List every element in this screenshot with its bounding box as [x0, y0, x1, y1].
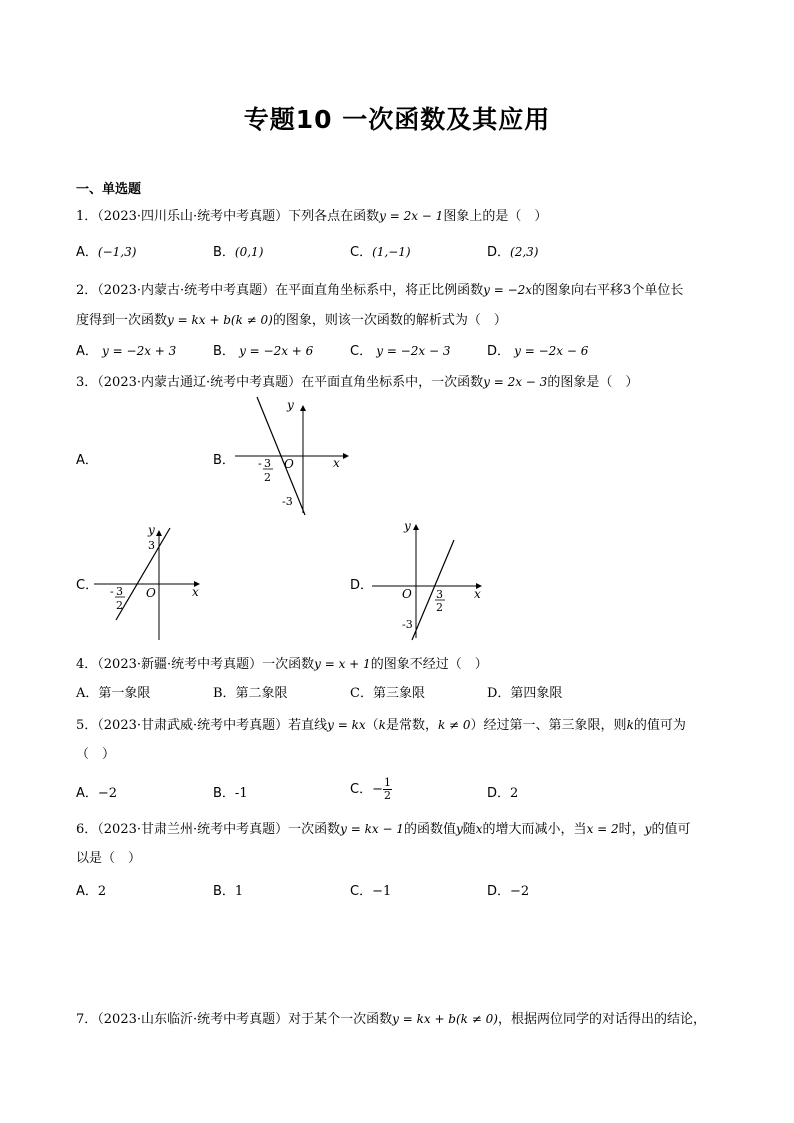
option-value: y = −2x + 6 [239, 344, 314, 358]
q4-stem-tail: 的图象不经过（ ） [370, 657, 488, 672]
option-label: C． [350, 245, 373, 260]
origin-label: O [284, 457, 294, 471]
q6-option-b[interactable] [213, 883, 243, 901]
question-5-stem-line2: （ ） [76, 747, 116, 762]
q1-stem-text: 1．（2023·四川乐山·统考中考真题）下列各点在函数 [76, 209, 380, 224]
q2-option-d[interactable] [487, 342, 588, 361]
option-value: y = −2x + 3 [102, 344, 177, 358]
question-3-stem [76, 373, 638, 392]
q6-y-symbol: y [455, 822, 463, 836]
x-intercept-sign: - [110, 585, 114, 598]
option-value: 2 [97, 884, 107, 899]
q5-expression: y = kx [327, 718, 366, 732]
q5-k-condition: k ≠ 0 [437, 718, 471, 732]
fraction-denominator: 2 [383, 789, 391, 802]
q3-stem-tail: 的图象是（ ） [547, 375, 639, 390]
q2-option-a[interactable] [76, 342, 176, 361]
option-label: B． [213, 344, 235, 359]
q4-option-d[interactable] [487, 685, 562, 703]
q2-option-b[interactable] [213, 342, 313, 361]
q7-expression: y = kx + b(k ≠ 0) [392, 1012, 498, 1026]
option-label: D． [487, 245, 511, 260]
x-label: x [192, 585, 199, 599]
q4-option-c[interactable] [350, 685, 425, 703]
q2-expression-b: y = kx + b(k ≠ 0) [167, 313, 273, 327]
option-value: −1 [372, 884, 392, 899]
x-label: x [474, 587, 481, 601]
y-label: y [148, 523, 155, 537]
origin-label: O [146, 586, 156, 600]
section-heading: 一、单选题 [76, 182, 142, 197]
y-intercept-label: 3 [148, 539, 155, 552]
x-intercept-sign: - [258, 457, 262, 470]
option-label: A． [76, 884, 98, 899]
q6-stem-f: 的值可 [651, 822, 691, 837]
function-line [412, 540, 454, 640]
q1-stem-tail: 图象上的是（ ） [443, 209, 548, 224]
q5-option-a[interactable] [76, 785, 117, 803]
q5-stem-e: 的值可为 [633, 718, 686, 733]
q1-option-c[interactable] [350, 243, 411, 262]
q5-stem-b: （ [365, 718, 379, 733]
q3-expression: y = 2x − 3 [483, 375, 548, 389]
q4-stem-text: 4．（2023·新疆·统考中考真题）一次函数 [76, 657, 315, 672]
q6-stem-d: 的增大而减小，当 [482, 822, 587, 837]
q6-stem-e: 时， [618, 822, 645, 837]
option-value: (−1,3) [97, 245, 137, 259]
fraction-numerator: 1 [383, 776, 391, 789]
q6-stem-c: 随 [462, 822, 476, 837]
option-value: 2 [510, 786, 519, 801]
x-intercept-numerator: 3 [436, 588, 443, 601]
q5-stem-d: ）经过第一、第三象限，则 [470, 718, 627, 733]
q6-y-symbol-2: y [644, 822, 652, 836]
option-label: C． [76, 578, 99, 593]
option-value: (1,−1) [372, 245, 411, 259]
q2-expression-a: y = −2x [483, 283, 533, 297]
option-label: B． [213, 884, 235, 899]
x-arrow-icon [343, 453, 349, 459]
q7-stem-b: ，根据两位同学的对话得出的结论， [497, 1012, 706, 1027]
x-intercept-numerator: 3 [264, 457, 271, 470]
q3-graph-c[interactable] [90, 520, 210, 645]
option-value: y = −2x − 6 [514, 344, 589, 358]
x-label: x [333, 456, 340, 470]
q7-stem-a: 7．（2023·山东临沂·统考中考真题）对于某个一次函数 [76, 1012, 393, 1027]
page-title: 专题10 一次函数及其应用 [243, 105, 551, 134]
option-value: −2 [97, 786, 118, 801]
y-label: y [404, 519, 411, 533]
q6-x-symbol: x [475, 822, 483, 836]
x-intercept-numerator: 3 [116, 585, 123, 598]
option-label: A． [76, 786, 98, 801]
y-intercept-label: -3 [282, 495, 293, 508]
option-text: A．第一象限 [76, 686, 151, 701]
y-arrow-icon [413, 524, 419, 530]
q3-graph-d[interactable] [368, 512, 493, 642]
option-label: D． [487, 344, 511, 359]
function-line [116, 528, 170, 620]
option-label: B． [213, 245, 235, 260]
q3-graph-b[interactable] [225, 395, 355, 520]
question-5-stem-line1 [76, 716, 686, 735]
q1-option-b[interactable] [213, 243, 263, 262]
q6-option-a[interactable] [76, 883, 106, 901]
q4-option-a[interactable] [76, 685, 150, 703]
q6-stem-b: 的函数值 [403, 822, 456, 837]
q4-option-b[interactable] [213, 685, 288, 703]
y-arrow-icon [300, 405, 306, 411]
q1-option-d[interactable] [487, 243, 538, 262]
question-1-stem [76, 207, 547, 226]
q5-option-d[interactable] [487, 785, 518, 803]
y-intercept-label: -3 [402, 618, 413, 631]
fraction-sign: − [372, 782, 383, 797]
option-value: 1 [234, 884, 244, 899]
option-label: D． [487, 884, 511, 899]
q6-condition: x = 2 [586, 822, 619, 836]
option-label: B． [213, 453, 235, 468]
option-value: (0,1) [234, 245, 264, 259]
option-label: A． [76, 344, 98, 359]
q3-option-a[interactable] [76, 452, 98, 470]
q4-expression: y = x + 1 [314, 657, 371, 671]
option-label: B． [213, 786, 235, 801]
y-label: y [287, 398, 294, 412]
option-label: C． [350, 782, 373, 797]
q6-stem-a: 6．（2023·甘肃兰州·统考中考真题）一次函数 [76, 822, 341, 837]
q5-k-symbol-2: k [626, 718, 634, 732]
q5-stem-a: 5．（2023·甘肃武威·统考中考真题）若直线 [76, 718, 328, 733]
option-label: C． [350, 344, 373, 359]
option-value: −2 [510, 884, 530, 899]
option-text: B．第二象限 [213, 686, 288, 701]
q6-expression: y = kx − 1 [340, 822, 404, 836]
x-intercept-denominator: 2 [116, 599, 123, 612]
option-value: y = −2x − 3 [376, 344, 451, 358]
question-6-stem-line2: 以是（ ） [76, 851, 142, 866]
option-label: C． [350, 884, 373, 899]
option-value: (2,3) [510, 245, 539, 259]
q2-stem-a: 2．（2023·内蒙古·统考中考真题）在平面直角坐标系中，将正比例函数 [76, 283, 484, 298]
option-label: D． [487, 786, 511, 801]
question-7-stem [76, 1010, 706, 1029]
q1-expression: y = 2x − 1 [379, 209, 444, 223]
option-text: C．第三象限 [350, 686, 425, 701]
q2-stem-c: 度得到一次函数 [76, 313, 168, 328]
q2-option-c[interactable] [350, 342, 450, 361]
q6-option-d[interactable] [487, 883, 529, 901]
q5-option-c[interactable] [350, 777, 392, 802]
fraction [383, 777, 392, 802]
q3-stem-text: 3．（2023·内蒙古通辽·统考中考真题）在平面直角坐标系中，一次函数 [76, 375, 484, 390]
origin-label: O [402, 587, 412, 601]
question-2-stem-line2 [76, 311, 507, 330]
option-text: D．第四象限 [487, 686, 563, 701]
option-value: -1 [234, 786, 248, 801]
x-intercept-denominator: 2 [264, 471, 271, 484]
x-intercept-denominator: 2 [436, 601, 443, 614]
q5-option-b[interactable] [213, 785, 248, 803]
q5-stem-c: 是常数， [385, 718, 438, 733]
q5-k-symbol: k [378, 718, 386, 732]
q1-option-a[interactable] [76, 243, 136, 262]
question-4-stem [76, 655, 488, 674]
option-label: D． [350, 578, 374, 593]
question-6-stem-line1 [76, 820, 690, 839]
option-label: A． [76, 245, 98, 260]
y-arrow-icon [156, 530, 162, 536]
q6-option-c[interactable] [350, 883, 391, 901]
q2-stem-b: 的图象向右平移3个单位长 [532, 283, 684, 298]
question-2-stem-line1 [76, 281, 683, 300]
q2-stem-d: 的图象，则该一次函数的解析式为（ ） [272, 313, 507, 328]
option-label: A． [76, 453, 98, 468]
